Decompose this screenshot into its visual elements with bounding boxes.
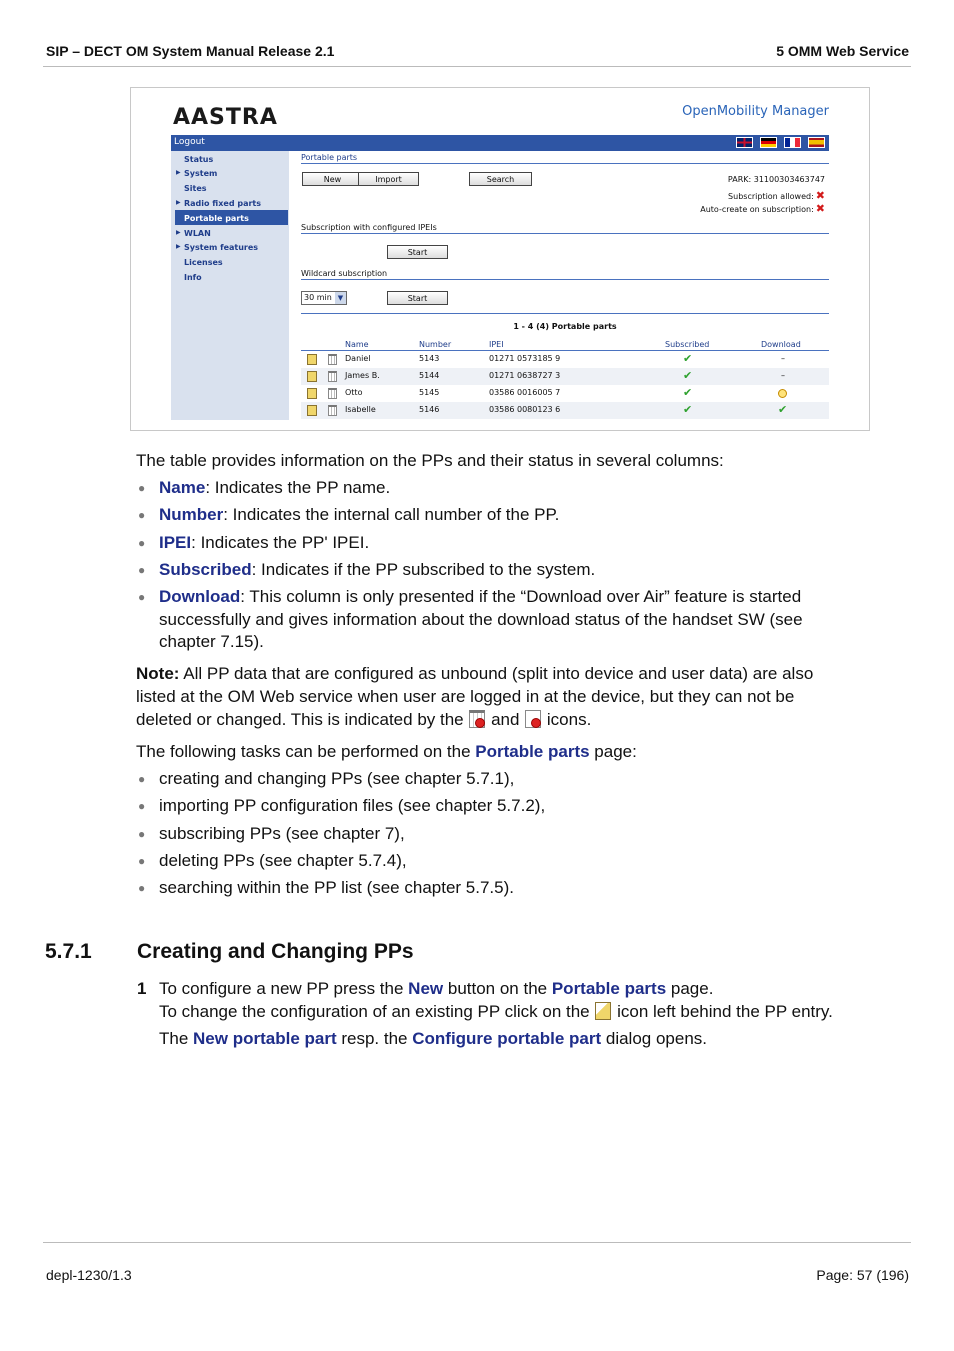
section-rule [301, 279, 829, 280]
cell-name: Daniel [345, 354, 371, 363]
trash-icon[interactable] [328, 371, 337, 382]
logout-link[interactable]: Logout [174, 137, 205, 147]
document-id: depl-1230/1.3 [46, 1267, 132, 1283]
bullet-dot: ● [138, 799, 146, 813]
intro-paragraph: The table provides information on the PPs and their status in several columns: [136, 451, 724, 470]
section-heading: Creating and Changing PPs [137, 940, 414, 963]
nav-item-licenses[interactable]: Licenses [184, 258, 223, 267]
nav-item-wlan[interactable]: ▶ WLAN [176, 229, 211, 238]
table-row [301, 385, 829, 402]
wildcard-duration-select[interactable]: 30 min ▼ [301, 291, 347, 305]
section-rule [301, 163, 829, 164]
list-item: Subscribed: Indicates if the PP subscribed to the system. [159, 560, 596, 579]
nav-item-system-features[interactable]: ▶ System features [176, 243, 259, 252]
bullet-dot: ● [138, 881, 146, 895]
footer-rule [43, 1242, 911, 1243]
check-icon: ✔ [683, 386, 693, 399]
bullet-dot: ● [138, 590, 146, 604]
note-line: deleted or changed. This is indicated by the and icons. [136, 710, 592, 729]
step-line: The New portable part resp. the Configure portable part dialog opens. [159, 1029, 708, 1048]
nav-item-info[interactable]: Info [184, 273, 202, 282]
flag-es-icon[interactable] [808, 137, 825, 148]
nav-item-status[interactable]: Status [184, 155, 214, 164]
cell-name: James B. [345, 371, 380, 380]
cell-number: 5146 [419, 405, 440, 414]
triangle-right-icon: ▶ [176, 229, 181, 236]
column-header-number[interactable]: Number [419, 340, 452, 349]
cross-icon: ✖ [815, 202, 825, 215]
cell-number: 5144 [419, 371, 440, 380]
task-item: subscribing PPs (see chapter 7), [159, 824, 405, 843]
note-line: listed at the OM Web service when user are logged in at the device, but they can not be [136, 687, 795, 706]
list-item-continuation: chapter 7.15). [159, 632, 264, 651]
nav-item-sites[interactable]: Sites [184, 184, 207, 193]
triangle-right-icon: ▶ [176, 243, 181, 250]
cell-ipei: 03586 0016005 7 [489, 388, 561, 397]
sidebar [171, 151, 289, 420]
cell-download: – [781, 371, 785, 380]
edit-icon[interactable] [307, 388, 317, 399]
nav-item-system[interactable]: ▶ System [176, 169, 218, 178]
section-rule [301, 313, 829, 314]
omm-screenshot [130, 87, 870, 431]
cell-ipei: 03586 0080123 6 [489, 405, 561, 414]
check-icon: ✔ [683, 403, 693, 416]
table-header [301, 340, 829, 351]
subscription-allowed-row: Subscription allowed: ✖ [728, 189, 825, 202]
cell-number: 5145 [419, 388, 440, 397]
check-icon: ✔ [778, 403, 788, 416]
document-header-title: SIP – DECT OM System Manual Release 2.1 [46, 43, 335, 59]
aastra-logo: AASTRA [173, 105, 278, 130]
step-number: 1 [137, 979, 147, 998]
table-row [301, 402, 829, 419]
table-title: 1 - 4 (4) Portable parts [513, 322, 617, 331]
page-number: Page: 57 (196) [816, 1267, 909, 1283]
list-item: IPEI: Indicates the PP' IPEI. [159, 533, 370, 552]
clock-icon [778, 389, 787, 400]
edit-icon[interactable] [307, 354, 317, 365]
cell-name: Otto [345, 388, 363, 397]
bullet-dot: ● [138, 827, 146, 841]
triangle-right-icon: ▶ [176, 169, 181, 176]
top-bar [171, 135, 829, 151]
unbound-trash-icon [469, 710, 485, 728]
trash-icon[interactable] [328, 388, 337, 399]
triangle-right-icon: ▶ [176, 199, 181, 206]
start-wildcard-button[interactable]: Start [387, 291, 448, 305]
unbound-edit-icon [525, 710, 541, 728]
new-button[interactable]: New [302, 172, 363, 186]
list-item-continuation: successfully and gives information about the download status of the handset SW (see [159, 610, 803, 629]
nav-item-portable-parts[interactable]: Portable parts [184, 214, 249, 223]
cell-ipei: 01271 0638727 3 [489, 371, 561, 380]
main-panel [301, 151, 829, 420]
flag-de-icon[interactable] [760, 137, 777, 148]
header-rule [43, 66, 911, 67]
language-flags [736, 137, 825, 148]
column-header-subscribed[interactable]: Subscribed [665, 340, 710, 349]
list-item: Name: Indicates the PP name. [159, 478, 391, 497]
bullet-dot: ● [138, 481, 146, 495]
column-header-download[interactable]: Download [761, 340, 801, 349]
bullet-dot: ● [138, 772, 146, 786]
bullet-dot: ● [138, 563, 146, 577]
check-icon: ✔ [683, 352, 693, 365]
table-row [301, 351, 829, 368]
auto-create-row: Auto-create on subscription: ✖ [700, 202, 825, 215]
cell-number: 5143 [419, 354, 440, 363]
section-title: Portable parts [301, 153, 358, 162]
import-button[interactable]: Import [358, 172, 419, 186]
bullet-dot: ● [138, 536, 146, 550]
chevron-down-icon: ▼ [335, 292, 346, 304]
task-item: importing PP configuration files (see chapter 5.7.2), [159, 796, 546, 815]
task-item: deleting PPs (see chapter 5.7.4), [159, 851, 407, 870]
edit-icon[interactable] [307, 371, 317, 382]
bullet-dot: ● [138, 854, 146, 868]
tasks-intro: The following tasks can be performed on the Portable parts page: [136, 742, 637, 761]
cell-name: Isabelle [345, 405, 376, 414]
task-item: searching within the PP list (see chapter 5.7.5). [159, 878, 514, 897]
document-header-chapter: 5 OMM Web Service [776, 43, 909, 59]
note-line: Note: All PP data that are configured as unbound (split into device and user data) are also [136, 664, 814, 683]
cross-icon: ✖ [815, 189, 825, 202]
brand-title: OpenMobility Manager [682, 104, 829, 119]
trash-icon[interactable] [328, 405, 337, 416]
list-item: Number: Indicates the internal call number of the PP. [159, 505, 560, 524]
section-rule [301, 233, 829, 234]
step-line: To change the configuration of an existing PP click on the icon left behind the PP entry. [159, 1002, 833, 1021]
trash-icon[interactable] [328, 354, 337, 365]
column-header-ipei[interactable]: IPEI [489, 340, 504, 349]
search-button[interactable]: Search [469, 172, 532, 186]
flag-uk-icon[interactable] [736, 137, 753, 148]
start-configured-button[interactable]: Start [387, 245, 448, 259]
cell-ipei: 01271 0573185 9 [489, 354, 561, 363]
section-number: 5.7.1 [45, 940, 92, 963]
flag-fr-icon[interactable] [784, 137, 801, 148]
wildcard-subscription-title: Wildcard subscription [301, 269, 388, 278]
park-label: PARK: 31100303463747 [727, 175, 825, 184]
bullet-dot: ● [138, 508, 146, 522]
cell-download: – [781, 354, 785, 363]
edit-icon [595, 1002, 611, 1020]
table-row [301, 368, 829, 385]
step-line: To configure a new PP press the New button on the Portable parts page. [159, 979, 714, 998]
edit-icon[interactable] [307, 405, 317, 416]
check-icon: ✔ [683, 369, 693, 382]
subscription-configured-title: Subscription with configured IPEIs [301, 223, 437, 232]
list-item: Download: This column is only presented if the “Download over Air” feature is started [159, 587, 802, 606]
column-header-name[interactable]: Name [345, 340, 369, 349]
nav-item-radio-fixed-parts[interactable]: ▶ Radio fixed parts [176, 199, 261, 208]
task-item: creating and changing PPs (see chapter 5.7.1), [159, 769, 515, 788]
